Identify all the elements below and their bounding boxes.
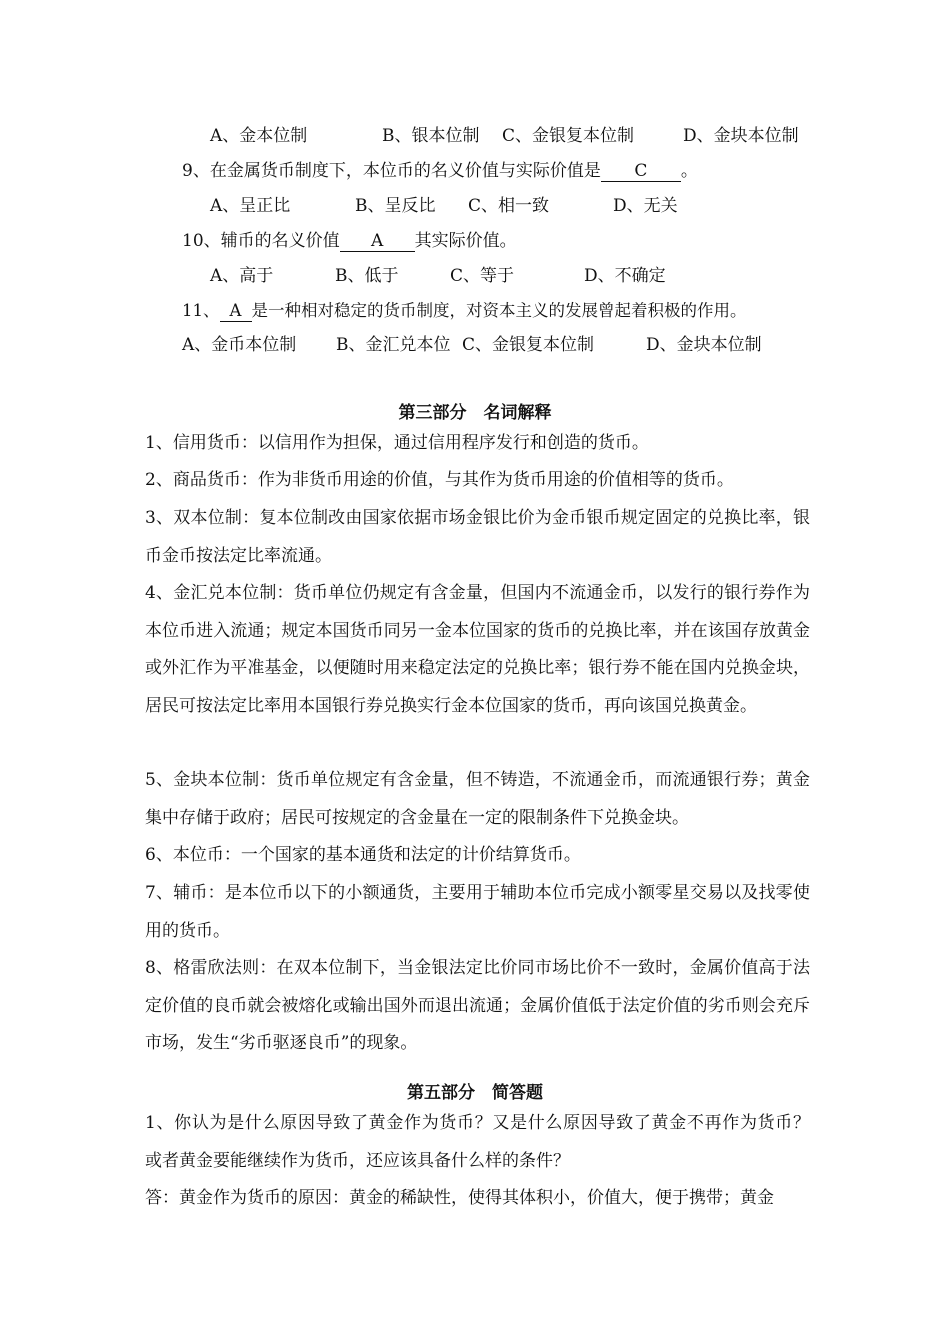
question-10: [182, 229, 517, 253]
q10-option-a: A、高于: [210, 266, 274, 286]
q9-option-b: B、呈反比: [355, 196, 436, 216]
q8-option-d: D、金块本位制: [683, 126, 799, 146]
q9-stem-after: 。: [680, 161, 698, 181]
q10-option-b: B、低于: [335, 266, 399, 286]
q11-option-a: A、金币本位制: [182, 335, 297, 355]
q11-option-d: D、金块本位制: [646, 335, 762, 355]
part3-heading: 第三部分 名词解释: [398, 403, 552, 423]
q10-option-c: C、等于: [450, 266, 515, 286]
q10-stem-after: 其实际价值。: [414, 231, 517, 251]
definition-5: 5、金块本位制：货币单位规定有含金量，但不铸造，不流通金币，而流通银行券；黄金集中存储于政府；居民可按规定的含金量在一定的限制条件下兑换金块。: [145, 770, 810, 828]
q9-option-c: C、相一致: [468, 196, 550, 216]
definition-1: 1、信用货币：以信用作为担保，通过信用程序发行和创造的货币。: [145, 433, 649, 453]
q9-option-d: D、无关: [613, 196, 678, 216]
q8-option-a: A、金本位制: [210, 126, 308, 146]
q11-option-b: B、金汇兑本位: [336, 335, 451, 355]
definition-2: 2、商品货币：作为非货币用途的价值，与其作为货币用途的价值相等的货币。: [145, 470, 734, 490]
part5-heading: 第五部分 简答题: [407, 1083, 543, 1103]
q11-stem-after: 是一种相对稳定的货币制度，对资本主义的发展曾起着积极的作用。: [251, 301, 747, 320]
definition-8: 8、格雷欣法则：在双本位制下，当金银法定比价同市场比价不一致时，金属价值高于法定价值的良币就会被熔化或输出国外而退出流通；金属价值低于法定价值的劣币则会充斥市场，发生“劣币驱逐良币”的现象。: [145, 958, 810, 1053]
q9-answer: C: [601, 161, 681, 182]
short-answer-response-1: 答：黄金作为货币的原因：黄金的稀缺性，使得其体积小，价值大，便于携带；黄金: [145, 1188, 774, 1208]
q11-answer: A: [220, 301, 252, 322]
definition-6: 6、本位币：一个国家的基本通货和法定的计价结算货币。: [145, 845, 581, 865]
definition-4: 4、金汇兑本位制：货币单位仍规定有含金量，但国内不流通金币，以发行的银行券作为本位币进入流通；规定本国货币同另一金本位国家的货币的兑换比率，并在该国存放黄金或外汇作为平准基金，以便随时用来稳定法定的兑换比率；银行券不能在国内兑换金块，居民可按法定比率用本国银行券兑换实行金本位国家的货币，再向该国兑换黄金。: [145, 583, 810, 716]
short-answer-question-1: 1、你认为是什么原因导致了黄金作为货币？又是什么原因导致了黄金不再作为货币？ 或者黄金要能继续作为货币，还应该具备什么样的条件？: [145, 1113, 827, 1171]
q8-option-c: C、金银复本位制: [502, 126, 635, 146]
q11-option-c: C、金银复本位制: [462, 335, 595, 355]
q10-answer: A: [340, 231, 415, 252]
q10-stem-before: 10、辅币的名义价值: [182, 231, 340, 251]
definition-7: 7、辅币：是本位币以下的小额通货，主要用于辅助本位币完成小额零星交易以及找零使用的货币。: [145, 883, 810, 941]
question-11: [182, 299, 747, 323]
q9-option-a: A、呈正比: [210, 196, 291, 216]
question-9: [182, 159, 698, 183]
q9-stem-before: 9、在金属货币制度下，本位币的名义价值与实际价值是: [182, 161, 601, 181]
q11-stem-before: 11、: [182, 301, 220, 320]
q10-option-d: D、不确定: [584, 266, 666, 286]
definition-3: 3、双本位制：复本位制改由国家依据市场金银比价为金币银币规定固定的兑换比率，银币金币按法定比率流通。: [145, 508, 810, 566]
q8-option-b: B、银本位制: [382, 126, 480, 146]
